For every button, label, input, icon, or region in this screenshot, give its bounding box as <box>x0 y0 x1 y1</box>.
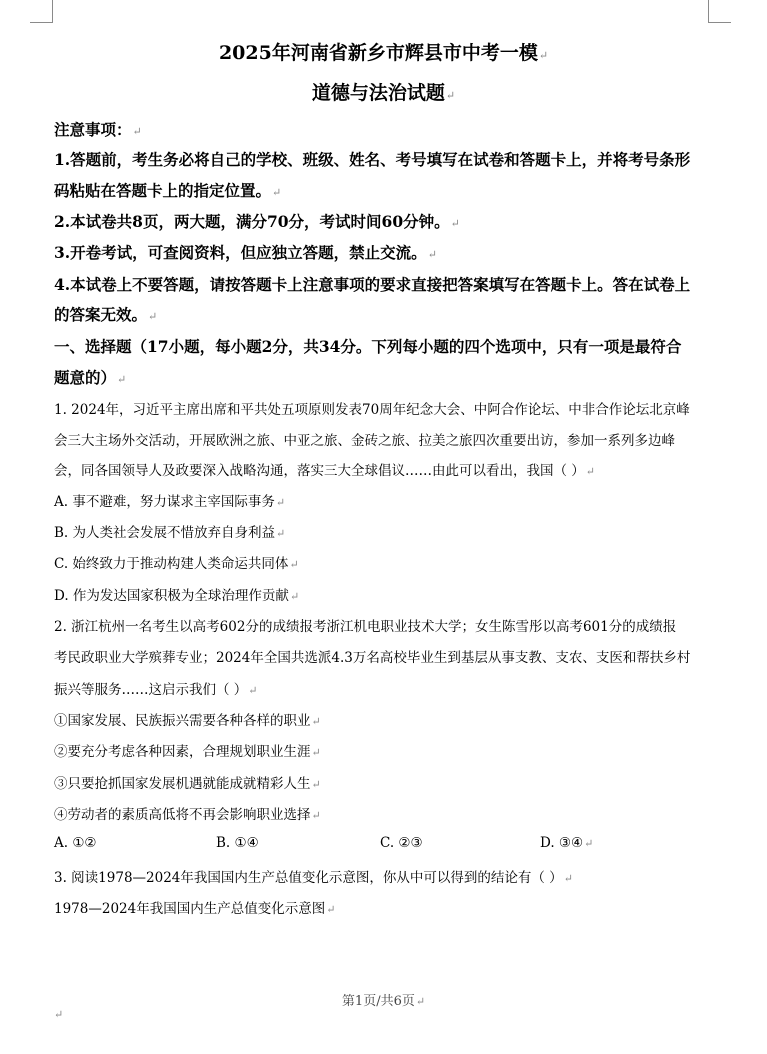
q2-option-d: D. ③④↵ <box>540 835 594 851</box>
notice-line: 1.答题前，考生务必将自己的学校、班级、姓名、考号填写在试卷和答题卡上，并将考号条形 <box>54 150 691 169</box>
notice-heading: 注意事项：↵ <box>54 120 142 139</box>
q2-item: ③只要抢抓国家发展机遇就能成就精彩人生↵ <box>54 776 321 792</box>
exam-subtitle: 道德与法治试题↵ <box>311 82 456 104</box>
q2-stem: 振兴等服务……这启示我们（ ）↵ <box>54 682 258 698</box>
page-footer: 第1页/共6页↵ <box>341 994 426 1009</box>
notice-line: 的答案无效。↵ <box>54 305 158 324</box>
crop-mark-top-left <box>30 0 53 23</box>
q3-figure-caption: 1978—2024年我国国内生产总值变化示意图↵ <box>54 901 336 917</box>
q3-stem: 3. 阅读1978—2024年我国国内生产总值变化示意图，你从中可以得到的结论有（ ）↵ <box>54 870 573 886</box>
q2-option-a: A. ①② <box>54 835 97 851</box>
q1-option-c: C. 始终致力于推动构建人类命运共同体↵ <box>54 556 299 572</box>
q1-stem: 1. 2024年，习近平主席出席和平共处五项原则发表70周年纪念大会、中阿合作论坛、中非合作论坛北京峰 <box>54 402 690 418</box>
notice-line: 2.本试卷共8页，两大题，满分70分，考试时间60分钟。↵ <box>54 212 460 231</box>
q1-option-a: A. 事不避难，努力谋求主宰国际事务↵ <box>54 494 286 510</box>
paragraph-mark: ↵ <box>54 1008 64 1021</box>
q2-stem: 考民政职业大学殡葬专业；2024年全国共选派4.3万名高校毕业生到基层从事支教、支农、支医和帮扶乡村 <box>54 650 691 666</box>
q2-option-b: B. ①④ <box>216 835 259 851</box>
q1-stem: 会三大主场外交活动，开展欧洲之旅、中亚之旅、金砖之旅、拉美之旅四次重要出访，参加一系列多边峰 <box>54 433 675 449</box>
q2-item: ②要充分考虑各种因素，合理规划职业生涯↵ <box>54 744 321 760</box>
section-heading: 题意的）↵ <box>54 368 127 387</box>
notice-line: 码粘贴在答题卡上的指定位置。↵ <box>54 181 282 200</box>
q2-item: ①国家发展、民族振兴需要各种各样的职业↵ <box>54 713 321 729</box>
q1-option-b: B. 为人类社会发展不惜放弃自身利益↵ <box>54 525 286 541</box>
q1-option-d: D. 作为发达国家积极为全球治理作贡献↵ <box>54 588 300 604</box>
notice-line: 3.开卷考试，可查阅资料，但应独立答题，禁止交流。↵ <box>54 243 437 262</box>
q1-stem: 会，同各国领导人及政要深入战略沟通，落实三大全球倡议……由此可以看出，我国（ ）↵ <box>54 463 596 479</box>
crop-mark-top-right <box>708 0 731 23</box>
q2-item: ④劳动者的素质高低将不再会影响职业选择↵ <box>54 807 321 823</box>
q2-option-c: C. ②③ <box>380 835 423 851</box>
exam-title: 2025年河南省新乡市辉县市中考一模↵ <box>218 42 549 64</box>
q2-stem: 2. 浙江杭州一名考生以高考602分的成绩报考浙江机电职业技术大学；女生陈雪彤以高考601分的成绩报 <box>54 619 677 635</box>
section-heading: 一、选择题（17小题，每小题2分，共34分。下列每小题的四个选项中，只有一项是最符合 <box>54 337 682 356</box>
notice-line: 4.本试卷上不要答题，请按答题卡上注意事项的要求直接把答案填写在答题卡上。答在试卷上 <box>54 275 691 294</box>
